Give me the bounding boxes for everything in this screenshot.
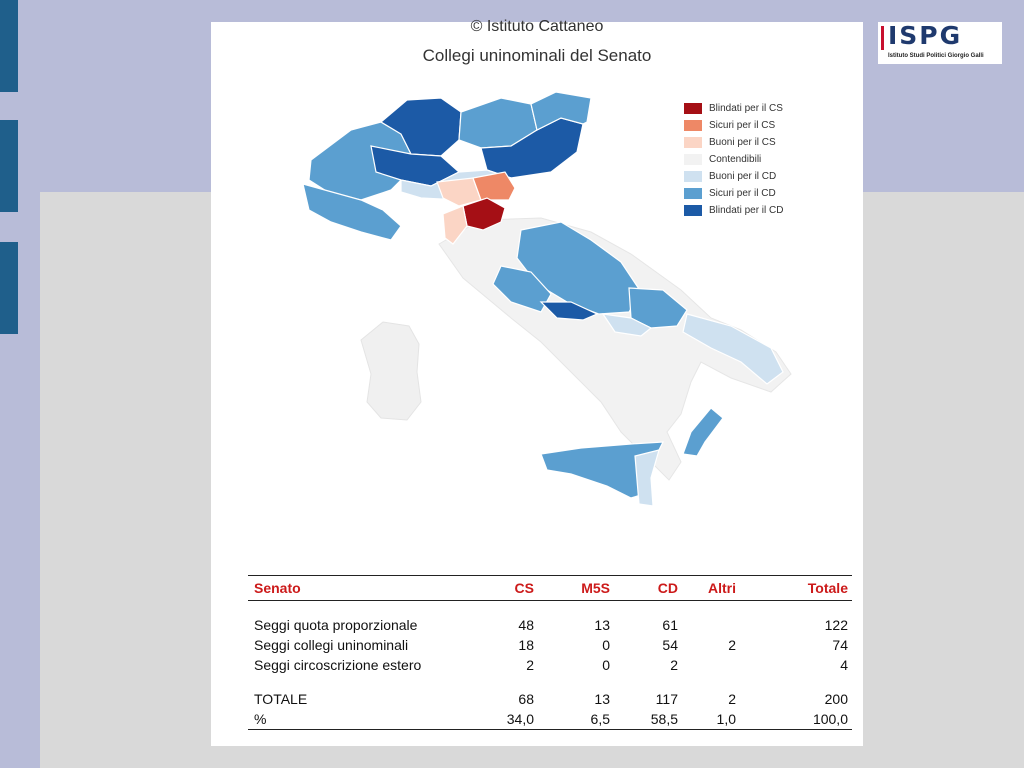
- legend-item: [684, 134, 783, 151]
- table-row: [248, 615, 852, 635]
- cell: 0: [602, 657, 610, 673]
- map-copyright: © Istituto Cattaneo: [470, 18, 604, 35]
- cell: 54: [662, 637, 678, 653]
- col-header: M5S: [538, 576, 614, 601]
- cell: 68: [518, 691, 534, 707]
- legend-item: [684, 202, 783, 219]
- slide-panel: [211, 18, 863, 746]
- cell: 13: [594, 691, 610, 707]
- left-tab-2: [0, 120, 18, 212]
- table-row: [248, 689, 852, 709]
- legend-swatch: [684, 205, 702, 216]
- legend-swatch: [684, 120, 702, 131]
- legend-label: Blindati per il CD: [709, 205, 784, 216]
- spacer-row: [248, 601, 852, 616]
- legend-swatch: [684, 103, 702, 114]
- region-sardinia: [361, 322, 421, 420]
- cell: [682, 655, 740, 675]
- logo-red-bar: [881, 26, 884, 50]
- cell: 100,0: [740, 709, 852, 730]
- ispg-logo: [878, 22, 1002, 64]
- cell: 122: [824, 617, 848, 633]
- legend-swatch: [684, 188, 702, 199]
- row-label: Seggi collegi uninominali: [254, 637, 409, 653]
- legend-label: Buoni per il CS: [709, 137, 776, 148]
- logo-text: ISPG: [888, 21, 963, 50]
- legend-item: [684, 100, 783, 117]
- row-label: Seggi quota proporzionale: [254, 617, 418, 633]
- row-label: %: [248, 709, 474, 730]
- table-row: [248, 635, 852, 655]
- col-header: Totale: [740, 576, 852, 601]
- cell: 58,5: [614, 709, 682, 730]
- legend-swatch: [684, 154, 702, 165]
- cell: 48: [518, 617, 534, 633]
- legend-item: [684, 185, 783, 202]
- legend-item: [684, 151, 783, 168]
- legend-label: Sicuri per il CS: [709, 120, 776, 131]
- table-row: [248, 709, 852, 730]
- cell: 34,0: [474, 709, 538, 730]
- map-title: Collegi uninominali del Senato: [422, 46, 652, 65]
- legend-label: Buoni per il CD: [709, 171, 777, 182]
- cell: 61: [662, 617, 678, 633]
- cell: 1,0: [682, 709, 740, 730]
- left-tab-1: [0, 0, 18, 92]
- legend-label: Blindati per il CS: [709, 103, 783, 114]
- cell: 117: [655, 691, 678, 707]
- legend-swatch: [684, 171, 702, 182]
- left-tab-3: [0, 242, 18, 334]
- logo-subtitle: Istituto Studi Politici Giorgio Galli: [888, 53, 984, 59]
- cell: 6,5: [538, 709, 614, 730]
- row-label: TOTALE: [254, 691, 308, 707]
- region-calabria: [683, 408, 723, 456]
- legend-item: [684, 117, 783, 134]
- legend-label: Contendibili: [709, 154, 762, 165]
- cell: 4: [840, 657, 848, 673]
- col-header: CS: [474, 576, 538, 601]
- col-header: CD: [614, 576, 682, 601]
- cell: 0: [602, 637, 610, 653]
- row-label: Seggi circoscrizione estero: [254, 657, 422, 673]
- cell: 2: [728, 637, 736, 653]
- table-row: [248, 655, 852, 675]
- cell: 2: [670, 657, 678, 673]
- cell: 18: [518, 637, 534, 653]
- spacer-row: [248, 675, 852, 689]
- senate-results-table: [248, 575, 852, 730]
- region-sicily-east: [635, 450, 659, 506]
- legend-swatch: [684, 137, 702, 148]
- cell: [682, 615, 740, 635]
- cell: 74: [832, 637, 848, 653]
- legend-item: [684, 168, 783, 185]
- cell: 2: [728, 691, 736, 707]
- col-header: Senato: [248, 576, 474, 601]
- cell: 200: [824, 691, 848, 707]
- col-header: Altri: [682, 576, 740, 601]
- map-legend: [684, 100, 783, 219]
- legend-label: Sicuri per il CD: [709, 188, 776, 199]
- table-header-row: [248, 576, 852, 601]
- cell: 13: [594, 617, 610, 633]
- cell: 2: [526, 657, 534, 673]
